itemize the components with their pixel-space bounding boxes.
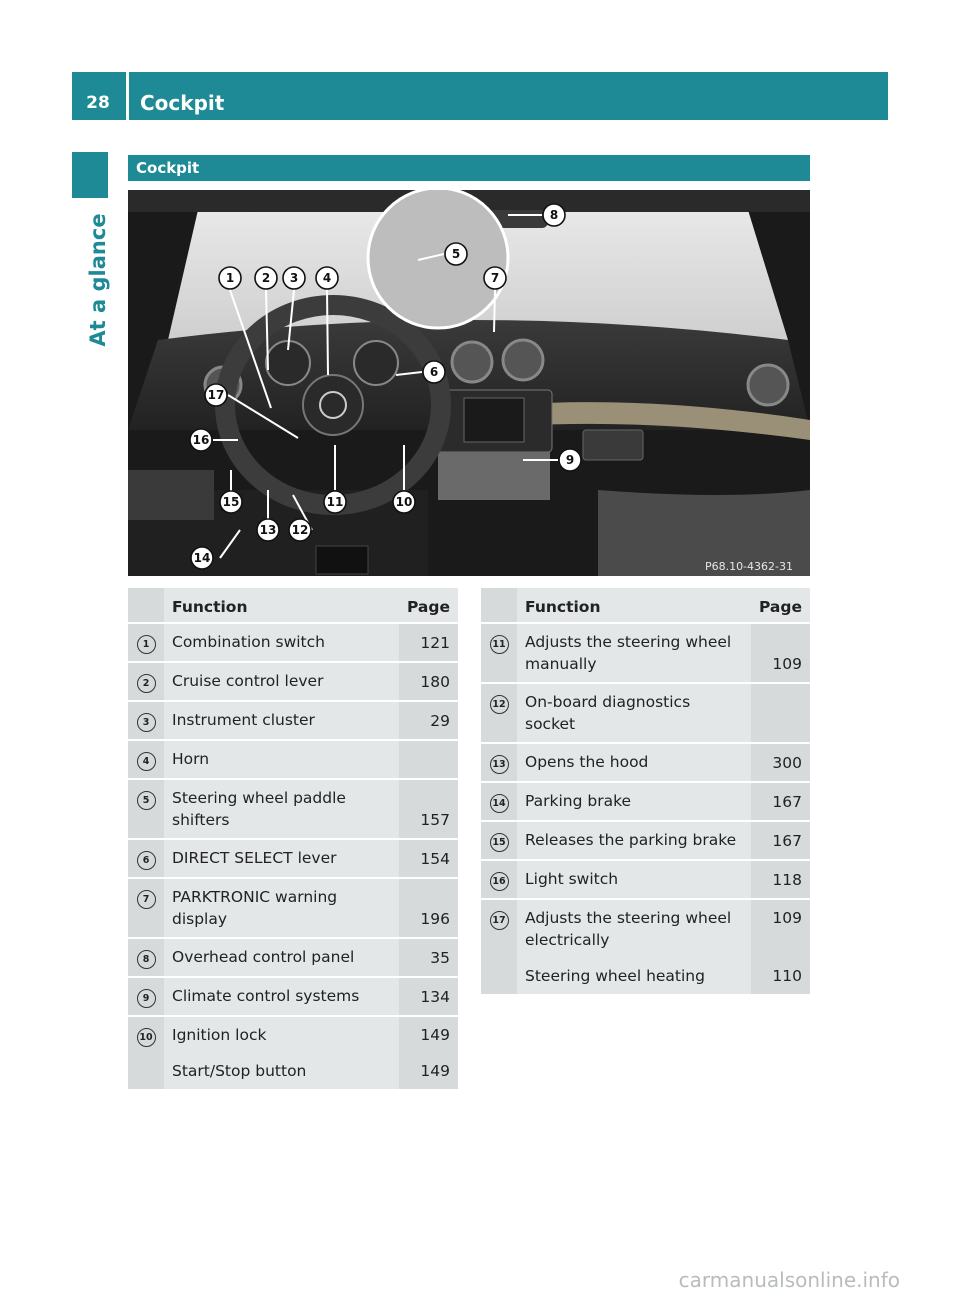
table-row (128, 701, 458, 740)
function-table-left (128, 588, 458, 1091)
row-number (481, 743, 517, 782)
callout-8 (543, 204, 565, 226)
svg-text:15: 15 (222, 495, 240, 509)
row-number (128, 839, 164, 878)
callout-17 (205, 384, 227, 406)
row-page: 109 (751, 899, 810, 958)
callout-7 (484, 267, 506, 289)
row-sub-function: Steering wheel heating (517, 958, 751, 995)
door-panel (128, 470, 214, 520)
row-number-badge: 2 (137, 674, 156, 693)
row-page (751, 683, 810, 743)
row-number-badge: 7 (137, 890, 156, 909)
page-title: Cockpit (140, 91, 225, 115)
row-number-badge: 3 (137, 713, 156, 732)
svg-text:16: 16 (192, 433, 210, 447)
row-page: 154 (399, 839, 458, 878)
vent-left-center (452, 342, 492, 382)
table-row (128, 839, 458, 878)
row-function: Combination switch (164, 623, 399, 662)
row-number (128, 1016, 164, 1090)
row-number-badge: 1 (137, 635, 156, 654)
magnifier-inset (368, 190, 508, 328)
callout-10 (393, 491, 415, 513)
row-page: 109 (751, 623, 810, 683)
row-number-badge: 4 (137, 752, 156, 771)
callout-3 (283, 267, 305, 289)
side-block (72, 152, 108, 198)
row-function: Overhead control panel (164, 938, 399, 977)
svg-text:17: 17 (207, 388, 225, 402)
row-function: Cruise control lever (164, 662, 399, 701)
callout-13 (257, 519, 279, 541)
watermark: carmanualsonline.info (678, 1268, 900, 1292)
row-function: Ignition lock (164, 1016, 399, 1053)
function-header: Function (164, 588, 399, 623)
row-function: Horn (164, 740, 399, 779)
row-number (481, 683, 517, 743)
row-number-badge: 5 (137, 791, 156, 810)
table-sub-row (128, 1053, 458, 1090)
svg-text:11: 11 (326, 495, 344, 509)
svg-text:13: 13 (259, 523, 277, 537)
section-bar (128, 155, 810, 181)
row-function: DIRECT SELECT lever (164, 839, 399, 878)
row-page: 167 (751, 821, 810, 860)
page-header: Page (751, 588, 810, 623)
row-page: 29 (399, 701, 458, 740)
table-row (481, 623, 810, 683)
row-number-badge: 16 (490, 872, 509, 891)
row-number (481, 899, 517, 995)
table-row (481, 743, 810, 782)
table-row (481, 899, 810, 958)
row-number-badge: 10 (137, 1028, 156, 1047)
callout-12 (289, 519, 311, 541)
side-tab (72, 200, 124, 360)
table-row (481, 782, 810, 821)
row-sub-page: 149 (399, 1053, 458, 1090)
callout-6 (423, 361, 445, 383)
row-number-badge: 11 (490, 635, 509, 654)
callout-16 (190, 429, 212, 451)
row-sub-function: Start/Stop button (164, 1053, 399, 1090)
callout-14 (191, 547, 213, 569)
row-number-badge: 17 (490, 911, 509, 930)
table-row (128, 740, 458, 779)
table-row (128, 1016, 458, 1053)
svg-text:10: 10 (395, 495, 413, 509)
page-number: 28 (86, 93, 110, 113)
function-table-right (481, 588, 810, 996)
row-number (128, 701, 164, 740)
svg-text:4: 4 (322, 271, 332, 285)
row-number (481, 860, 517, 899)
svg-text:1: 1 (225, 271, 235, 285)
callout-9 (559, 449, 581, 471)
callout-5 (445, 243, 467, 265)
row-function: On-board diagnostics socket (517, 683, 751, 743)
row-function: Steering wheel paddle shifters (164, 779, 399, 839)
svg-text:5: 5 (451, 247, 461, 261)
row-page: 196 (399, 878, 458, 938)
callout-2 (255, 267, 277, 289)
table-header-row (128, 588, 458, 623)
row-number (128, 938, 164, 977)
svg-text:6: 6 (429, 365, 439, 379)
num-header (481, 588, 517, 623)
callout-4 (316, 267, 338, 289)
row-number-badge: 15 (490, 833, 509, 852)
row-number-badge: 13 (490, 755, 509, 774)
gauge-right (354, 341, 398, 385)
row-function: Adjusts the steering wheel manually (517, 623, 751, 683)
table-row (481, 860, 810, 899)
row-number-badge: 14 (490, 794, 509, 813)
row-function: Opens the hood (517, 743, 751, 782)
svg-text:7: 7 (490, 271, 500, 285)
row-number-badge: 12 (490, 695, 509, 714)
svg-text:9: 9 (565, 453, 575, 467)
section-title: Cockpit (136, 159, 200, 177)
table-row (481, 821, 810, 860)
row-function: Adjusts the steering wheel electrically (517, 899, 751, 958)
row-number-badge: 8 (137, 950, 156, 969)
row-page: 180 (399, 662, 458, 701)
function-header: Function (517, 588, 751, 623)
row-page: 167 (751, 782, 810, 821)
row-number (128, 878, 164, 938)
row-number (128, 740, 164, 779)
row-number (481, 623, 517, 683)
table-header-row (481, 588, 810, 623)
num-header (128, 588, 164, 623)
page-header: Page (399, 588, 458, 623)
row-number (481, 782, 517, 821)
table-row (481, 683, 810, 743)
row-number-badge: 6 (137, 851, 156, 870)
photo-code: P68.10-4362-31 (704, 560, 793, 573)
row-page: 35 (399, 938, 458, 977)
table-row (128, 938, 458, 977)
row-number (128, 623, 164, 662)
row-number-badge: 9 (137, 989, 156, 1008)
row-page: 121 (399, 623, 458, 662)
glovebox-handle (583, 430, 643, 460)
svg-text:14: 14 (193, 551, 211, 565)
header-divider (126, 72, 129, 120)
cockpit-photo (128, 190, 810, 576)
row-page: 300 (751, 743, 810, 782)
row-number (128, 779, 164, 839)
svg-text:3: 3 (289, 271, 299, 285)
callout-1 (219, 267, 241, 289)
row-function: PARKTRONIC warning display (164, 878, 399, 938)
row-page (399, 740, 458, 779)
row-sub-page: 110 (751, 958, 810, 995)
table-row (128, 662, 458, 701)
row-page: 118 (751, 860, 810, 899)
row-page: 134 (399, 977, 458, 1016)
table-row (128, 779, 458, 839)
vent-right (748, 365, 788, 405)
row-number (128, 662, 164, 701)
navigation-screen (464, 398, 524, 442)
vent-right-center (503, 340, 543, 380)
table-sub-row (481, 958, 810, 995)
row-function: Light switch (517, 860, 751, 899)
row-page: 149 (399, 1016, 458, 1053)
callout-11 (324, 491, 346, 513)
svg-text:8: 8 (549, 208, 559, 222)
table-row (128, 623, 458, 662)
pedal (316, 546, 368, 574)
row-number (481, 821, 517, 860)
svg-text:12: 12 (291, 523, 309, 537)
table-row (128, 878, 458, 938)
side-tab-label: At a glance (86, 213, 110, 347)
row-function: Parking brake (517, 782, 751, 821)
row-number (128, 977, 164, 1016)
callout-15 (220, 491, 242, 513)
row-function: Releases the parking brake (517, 821, 751, 860)
row-function: Climate control systems (164, 977, 399, 1016)
table-row (128, 977, 458, 1016)
row-page: 157 (399, 779, 458, 839)
steering-hub (303, 375, 363, 435)
row-function: Instrument cluster (164, 701, 399, 740)
svg-text:2: 2 (261, 271, 271, 285)
